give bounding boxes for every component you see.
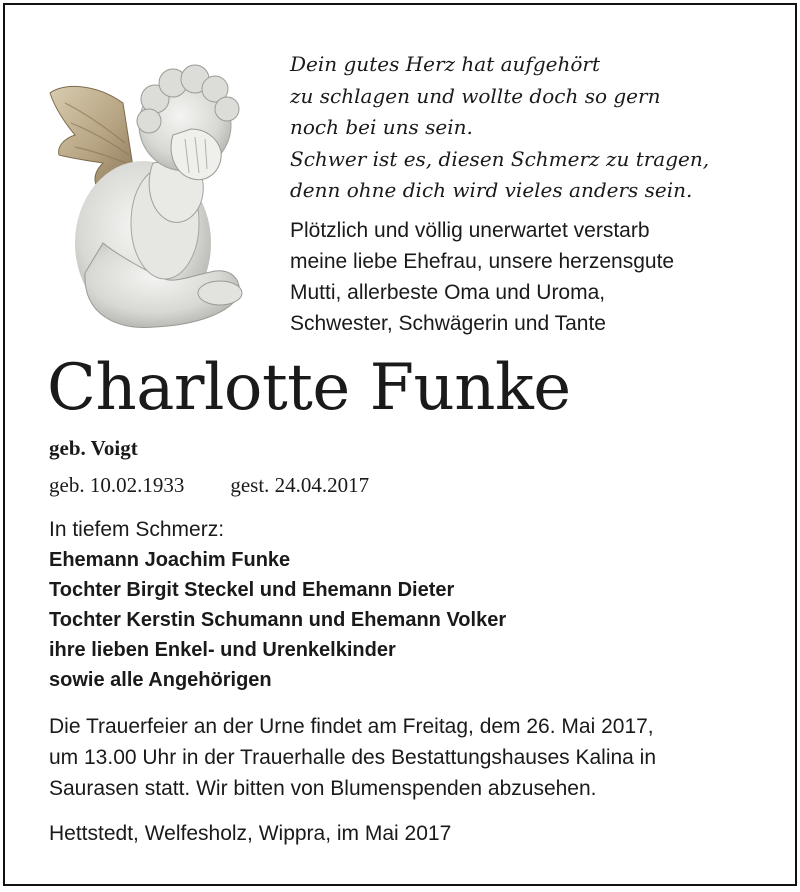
funeral-line: um 13.00 Uhr in der Trauerhalle des Bestattungshauses Kalina in [49,746,657,769]
poem-line: zu schlagen und wollte doch so gern [290,83,661,108]
obituary-notice [3,3,797,886]
deceased-name: Charlotte Funke [47,351,571,425]
mourning-label: In tiefem Schmerz: [49,518,225,541]
intro-line: Schwester, Schwägerin und Tante [290,312,606,335]
poem-line: Schwer ist es, diesen Schmerz zu tragen, [290,146,710,171]
intro-text [290,215,780,339]
funeral-details [49,711,656,804]
death-date: gest. 24.04.2017 [230,473,370,497]
maiden-name: geb. Voigt [49,436,138,460]
poem [290,49,780,207]
mourner-entry: Tochter Birgit Steckel und Ehemann Dieter [49,579,455,601]
intro-line: Mutti, allerbeste Oma und Uroma, [290,281,606,304]
funeral-line: Saurasen statt. Wir bitten von Blumenspenden abzusehen. [49,777,597,800]
mourners-list [49,545,506,695]
mourner-entry: Tochter Kerstin Schumann und Ehemann Volker [49,609,507,631]
poem-line: Dein gutes Herz hat aufgehört [290,52,600,76]
mourning-angel-icon [45,43,255,335]
mourner-entry: ihre lieben Enkel- und Urenkelkinder [49,639,396,661]
intro-line: meine liebe Ehefrau, unsere herzensgute [290,250,675,273]
mourner-entry: Ehemann Joachim Funke [49,549,291,571]
life-dates [49,471,369,499]
poem-line: denn ohne dich wird vieles anders sein. [290,178,693,202]
mourner-entry: sowie alle Angehörigen [49,669,272,691]
poem-line: noch bei uns sein. [290,115,473,139]
intro-line: Plötzlich und völlig unerwartet verstarb [290,219,650,242]
place-and-date: Hettstedt, Welfesholz, Wippra, im Mai 2017 [49,822,452,845]
funeral-line: Die Trauerfeier an der Urne findet am Freitag, dem 26. Mai 2017, [49,715,654,738]
birth-date: geb. 10.02.1933 [49,473,185,497]
